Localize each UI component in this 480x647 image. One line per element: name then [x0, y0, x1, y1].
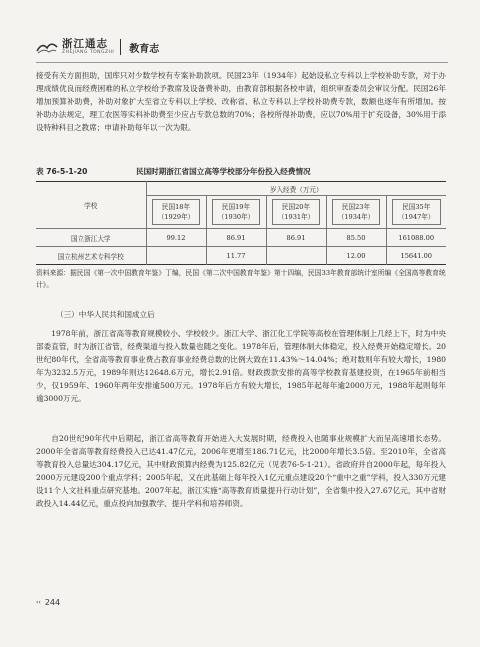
cell-value: 86.91 — [266, 229, 326, 247]
page-header — [36, 34, 446, 60]
table-row — [36, 247, 446, 265]
paragraph-1: 接受有关方面担助，国库只对少数学校有专案补助款项。民国23年（1934年）起始设私立专科以上学校补助专款，对于办理成绩优良而经费困难的私立学校给予教席及设备费补助，由教育部根据各校申请，组织审查委员会审议分配。民国26年增加预算补助费，补助对象扩大至省立专科以上学校、改称省、私立专科以上学校补助费专款，数额也逐年有所增加。按补助办法规定，理工农医等实科补助费至少应占专款总数的70%；各校所得补助费，应以70%用于扩充设备，30%用于添设特种科目之教席；申请补助每年以一次为限。 — [36, 71, 446, 133]
volume-title: 教育志 — [129, 43, 160, 55]
cell-value: 86.91 — [206, 229, 266, 247]
cell-value: 85.50 — [326, 229, 386, 247]
footer-marker: ‹‹ — [36, 599, 41, 606]
logo-subtitle: ZHEJIANG TONGZHI — [62, 50, 115, 55]
paragraph-3: 自20世纪90年代中后期起，浙江省高等教育开始进入大发展时期，经费投入也随事业规模扩大而呈高速增长态势。2000年全省高等教育经费投入已达41.47亿元，2006年更增至186.71亿元，比2000年增长3.5倍。至2010年，全省高等教育投入总量达304.17亿元，其中财政预算内经费为125.82亿元（见表76-5-1-21）。省政府并自2000年起，每年投入2000万元建设200个重点学科；2005年起，又在此基础上每年投入1亿元重点建设20个“重中之重”学科，投入330万元建设11个人文社科重点研究基地。2007年起，浙江实施“高等教育质量提升行动计划”，全省集中投入27.67亿元，其中省财政投入14.44亿元，重点投向加强教学、提升学科和培养师资。 — [36, 434, 446, 509]
cell-value: 15641.00 — [386, 247, 446, 265]
logo — [62, 39, 114, 56]
header-year: 民国20年 （1931年） — [266, 196, 326, 229]
table-source-note: 资料来源：据民国《第一次中国教育年鉴》丁编，民国《第二次中国教育年鉴》第十四编，民国33年教育部统计室所编《全国高等教育统计》。 — [36, 269, 446, 289]
logo-icon — [36, 39, 58, 55]
funding-table — [36, 181, 446, 265]
header-rule — [36, 62, 448, 63]
section-heading: （三）中华人民共和国成立后 — [56, 310, 155, 319]
header-year: 民国23年 （1934年） — [326, 196, 386, 229]
cell-value: 161088.00 — [386, 229, 446, 247]
cell-value — [266, 247, 326, 265]
logo-title: 浙江通志 — [62, 37, 108, 50]
header-divider — [120, 39, 121, 55]
header-funding-group: 岁入经费（万元） — [146, 182, 446, 196]
cell-school: 国立杭州艺术专科学校 — [36, 247, 146, 265]
cell-value: 11.77 — [206, 247, 266, 265]
page-number: 244 — [44, 598, 61, 607]
header-year: 民国35年 （1947年） — [386, 196, 446, 229]
header-year: 民国19年 （1930年） — [206, 196, 266, 229]
table-title: 民国时期浙江省国立高等学校部分年份投入经费情况 — [136, 167, 311, 176]
header-year: 民国18年 （1929年） — [146, 196, 206, 229]
cell-value: 99.12 — [146, 229, 206, 247]
cell-value — [146, 247, 206, 265]
page-footer — [36, 598, 60, 607]
cell-school: 国立浙江大学 — [36, 229, 146, 247]
cell-value: 12.00 — [326, 247, 386, 265]
table-number: 表 76-5-1-20 — [36, 167, 88, 176]
paragraph-2: 1978年前，浙江省高等教育规模较小、学校较少。浙江大学、浙江化工学院等高校在管理体制上几经上下，时为中央部委直管，时为浙江省管，经费渠道与投入数量也随之变化。1978年后，管理体制大体稳定，投入经费开始稳定增长。20世纪80年代，全省高等教育事业费占教育事业经费总数的比例大致在11.43%～14.04%；绝对数则年有较大增长，1980年为3232.5万元，1989年则达12648.6万元，增长2.91倍。财政拨款安排的高等学校教育基建投资，在1965年前相当少，仅1959年、1960年两年安排逾500万元。1978年后方有较大增长，1985年起每年逾2000万元，1988年起则每年逾3000万元。 — [36, 329, 446, 404]
table-row — [36, 229, 446, 247]
table-caption — [36, 166, 446, 177]
header-school: 学校 — [36, 182, 146, 229]
